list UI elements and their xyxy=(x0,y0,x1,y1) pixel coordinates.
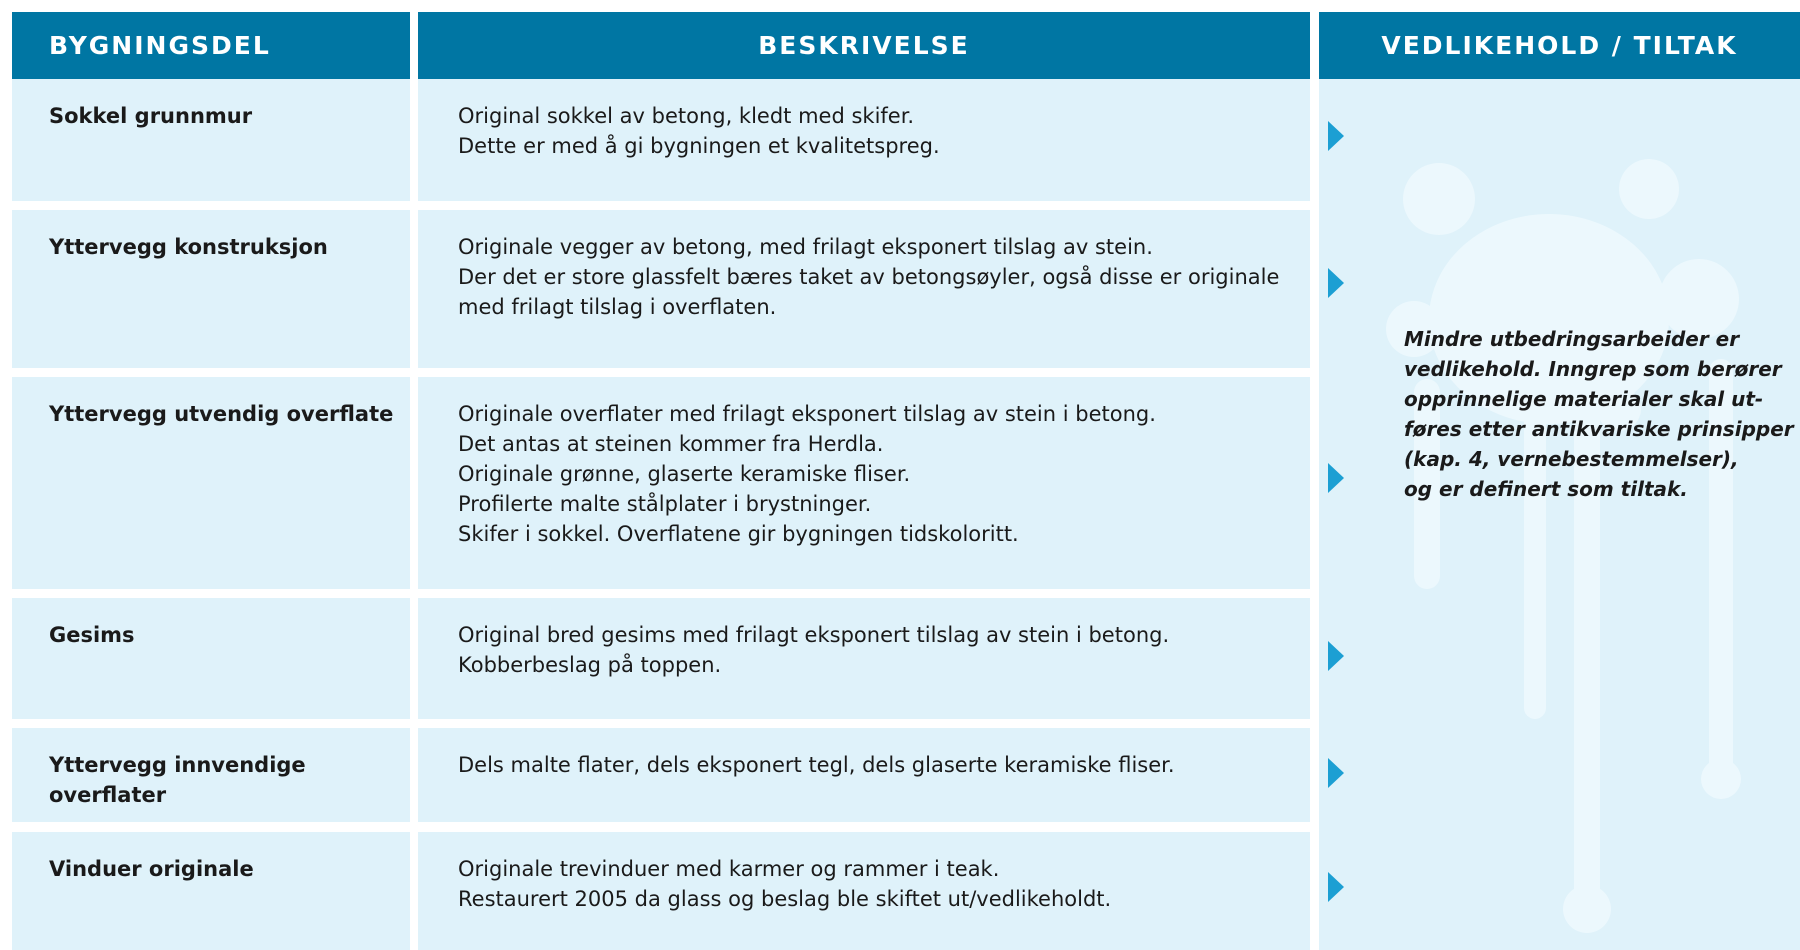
description-line: Original bred gesims med frilagt eksponert tilslag av stein i betong. xyxy=(458,623,1170,647)
note-line: opprinnelige materialer skal ut- xyxy=(1404,387,1764,411)
row-label: Yttervegg innvendige overflater xyxy=(49,753,306,807)
note-line: vedlikehold. Inngrep som berører xyxy=(1404,357,1782,381)
description-line: Der det er store glassfelt bæres taket av betongsøyler, også disse er originale xyxy=(458,265,1280,289)
maintenance-column xyxy=(1319,79,1800,950)
row-pointer-icon xyxy=(1328,121,1344,151)
row-label: Sokkel grunnmur xyxy=(49,104,253,128)
row-pointer-icon xyxy=(1328,758,1344,788)
table-row-part xyxy=(12,832,410,950)
row-label: Yttervegg konstruksjon xyxy=(49,235,328,259)
description-line: Dels malte flater, dels eksponert tegl, dels glaserte keramiske fliser. xyxy=(458,753,1175,777)
description-line: med frilagt tilslag i overflaten. xyxy=(458,295,777,319)
description-line: Originale vegger av betong, med frilagt eksponert tilslag av stein. xyxy=(458,235,1153,259)
table-row-part xyxy=(12,377,410,589)
note-line: føres etter antikvariske prinsipper xyxy=(1404,417,1794,441)
description-line: Profilerte malte stålplater i brystninger. xyxy=(458,492,872,516)
table-row-description xyxy=(418,210,1310,368)
description-line: Restaurert 2005 da glass og beslag ble skiftet ut/vedlikeholdt. xyxy=(458,887,1112,911)
table-row-description xyxy=(418,832,1310,950)
description-line: Kobberbeslag på toppen. xyxy=(458,653,722,677)
row-pointer-icon xyxy=(1328,268,1344,298)
header-vedlikehold-tiltak: VEDLIKEHOLD / TILTAK xyxy=(1319,12,1800,79)
maintenance-note xyxy=(1404,324,1794,504)
description-line: Det antas at steinen kommer fra Herdla. xyxy=(458,432,884,456)
paint-splash-decoration xyxy=(1319,79,1800,950)
note-line: Mindre utbedringsarbeider er xyxy=(1404,327,1740,351)
description-line: Originale overflater med frilagt eksponert tilslag av stein i betong. xyxy=(458,402,1156,426)
table-row-description xyxy=(418,598,1310,719)
header-bygningsdel: BYGNINGSDEL xyxy=(12,12,410,79)
row-pointer-icon xyxy=(1328,641,1344,671)
row-label: Yttervegg utvendig overflate xyxy=(49,402,394,426)
note-line: og er definert som tiltak. xyxy=(1404,477,1688,501)
table-row-description xyxy=(418,79,1310,201)
table-row-part xyxy=(12,210,410,368)
header-beskrivelse: BESKRIVELSE xyxy=(418,12,1310,79)
row-label: Vinduer originale xyxy=(49,857,254,881)
description-line: Originale grønne, glaserte keramiske fliser. xyxy=(458,462,911,486)
table-row-description xyxy=(418,377,1310,589)
description-line: Original sokkel av betong, kledt med skifer. xyxy=(458,104,915,128)
table-row-part xyxy=(12,79,410,201)
table-row-part xyxy=(12,598,410,719)
table-row-part xyxy=(12,728,410,822)
description-line: Originale trevinduer med karmer og rammer i teak. xyxy=(458,857,1000,881)
table-row-description xyxy=(418,728,1310,822)
row-pointer-icon xyxy=(1328,463,1344,493)
row-label: Gesims xyxy=(49,623,135,647)
row-pointer-icon xyxy=(1328,872,1344,902)
description-line: Skifer i sokkel. Overflatene gir bygningen tidskoloritt. xyxy=(458,522,1019,546)
description-line: Dette er med å gi bygningen et kvalitetspreg. xyxy=(458,134,940,158)
note-line: (kap. 4, vernebestemmelser), xyxy=(1404,447,1739,471)
